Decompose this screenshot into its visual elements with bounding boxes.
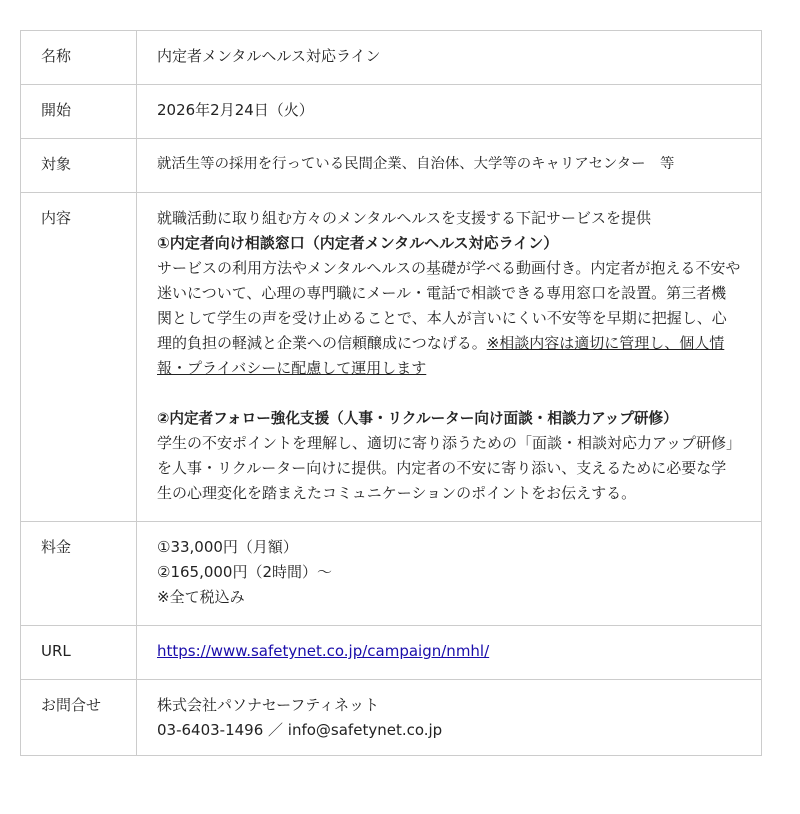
service-2-text: 学生の不安ポイントを理解し、適切に寄り添うための「面談・相談対応力アップ研修」を人事・リクルーター向けに提供。内定者の不安に寄り添い、支えるために必要な学生の心理変化を踏まえたコミュニケーションのポイントをお伝えする。 <box>157 434 741 502</box>
table-row <box>21 85 762 139</box>
row-value-fee <box>137 522 762 626</box>
row-label-contact: お問合せ <box>21 680 137 756</box>
row-label-target: 対象 <box>21 139 137 193</box>
campaign-link[interactable]: https://www.safetynet.co.jp/campaign/nmhl/ <box>157 642 490 660</box>
fee-line-1: ①33,000円（月額） <box>157 538 298 556</box>
row-label-content: 内容 <box>21 193 137 522</box>
spacer <box>157 381 741 406</box>
row-value-content <box>137 193 762 522</box>
row-value-start: 2026年2月24日（火） <box>137 85 762 139</box>
table-row <box>21 626 762 680</box>
table-row <box>21 680 762 756</box>
content-intro: 就職活動に取り組む方々のメンタルヘルスを支援する下記サービスを提供 <box>157 209 651 227</box>
service-1-note: ※相談内容は適切に管理し、個人情報・プライバシーに配慮して運用します <box>157 334 725 377</box>
service-1-description <box>157 256 741 381</box>
table-row <box>21 522 762 626</box>
table-row <box>21 139 762 193</box>
service-1-text: サービスの利用方法やメンタルヘルスの基礎が学べる動画付き。内定者が抱える不安や迷いについて、心理の専門職にメール・電話で相談できる専用窓口を設置。第三者機関として学生の声を受け止めることで、本人が言いにくい不安等を早期に把握し、心理的負担の軽減と企業への信頼醸成につなげる。 <box>157 259 741 352</box>
row-label-name: 名称 <box>21 31 137 85</box>
contact-phone-email: 03-6403-1496 ／ info@safetynet.co.jp <box>157 721 443 739</box>
row-value-target: 就活生等の採用を行っている民間企業、自治体、大学等のキャリアセンター 等 <box>137 139 762 193</box>
table-row <box>21 31 762 85</box>
row-label-url: URL <box>21 626 137 680</box>
service-2-title: ②内定者フォロー強化支援（人事・リクルーター向け面談・相談力アップ研修） <box>157 410 678 427</box>
fee-note: ※全て税込み <box>157 588 245 606</box>
service-1-title: ①内定者向け相談窓口（内定者メンタルヘルス対応ライン） <box>157 234 559 252</box>
row-value-contact <box>137 680 762 756</box>
row-label-fee: 料金 <box>21 522 137 626</box>
row-label-start: 開始 <box>21 85 137 139</box>
row-value-url <box>137 626 762 680</box>
row-value-name: 内定者メンタルヘルス対応ライン <box>137 31 762 85</box>
contact-company: 株式会社パソナセーフティネット <box>157 696 380 714</box>
info-table <box>20 30 762 756</box>
fee-line-2: ②165,000円（2時間）～ <box>157 563 333 581</box>
table-row <box>21 193 762 522</box>
